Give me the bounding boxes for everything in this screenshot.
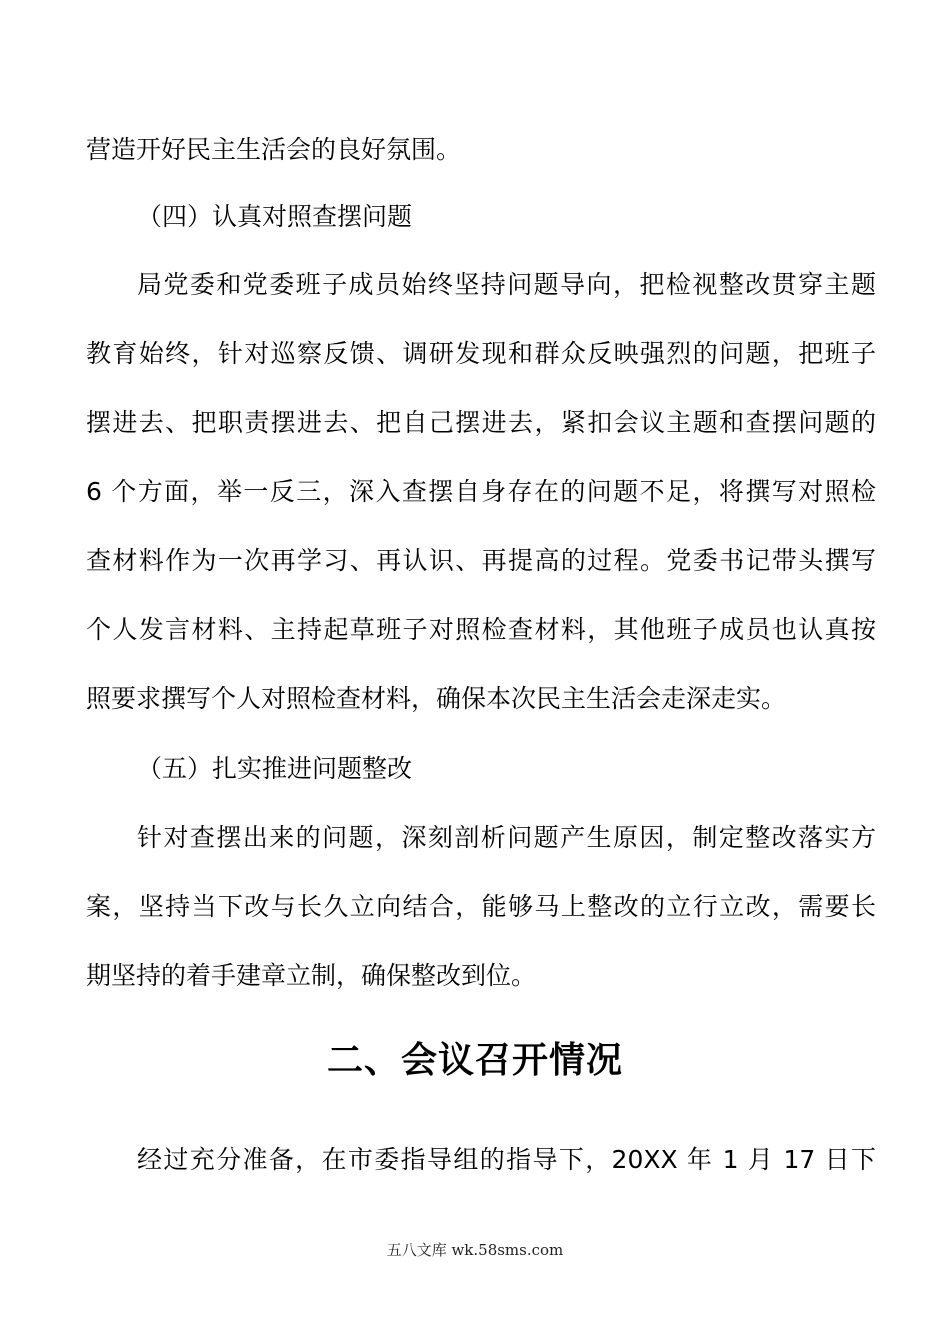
- footer-watermark: 五八文库 wk.58sms.com: [386, 1241, 564, 1259]
- paragraph-line: 查材料作为一次再学习、再认识、再提高的过程。党委书记带头撰写: [86, 546, 876, 575]
- paragraph-line: 摆进去、把职责摆进去、把自己摆进去，紧扣会议主题和查摆问题的: [86, 408, 876, 437]
- paragraph-line: 针对查摆出来的问题，深刻剖析问题产生原因，制定整改落实方: [137, 823, 876, 852]
- subheading-four: （四）认真对照查摆问题: [137, 202, 413, 231]
- paragraph-line: 照要求撰写个人对照检查材料，确保本次民主生活会走深走实。: [86, 684, 787, 713]
- paragraph-line: 案，坚持当下改与长久立向结合，能够马上整改的立行立改，需要长: [86, 892, 876, 921]
- paragraph-line: 教育始终，针对巡察反馈、调研发现和群众反映强烈的问题，把班子: [86, 339, 876, 368]
- paragraph-line: 个人发言材料、主持起草班子对照检查材料，其他班子成员也认真按: [86, 615, 876, 644]
- paragraph-line: 局党委和党委班子成员始终坚持问题导向，把检视整改贯穿主题: [137, 270, 876, 299]
- paragraph-line: 营造开好民主生活会的良好氛围。: [86, 135, 462, 164]
- section-title: 二、会议召开情况: [326, 1040, 623, 1081]
- paragraph-line: 期坚持的着手建章立制，确保整改到位。: [86, 961, 537, 990]
- subheading-five: （五）扎实推进问题整改: [137, 754, 413, 783]
- paragraph-line: 6 个方面，举一反三，深入查摆自身存在的问题不足，将撰写对照检: [86, 477, 876, 506]
- paragraph-line: 经过充分准备，在市委指导组的指导下，20XX 年 1 月 17 日下: [137, 1145, 876, 1174]
